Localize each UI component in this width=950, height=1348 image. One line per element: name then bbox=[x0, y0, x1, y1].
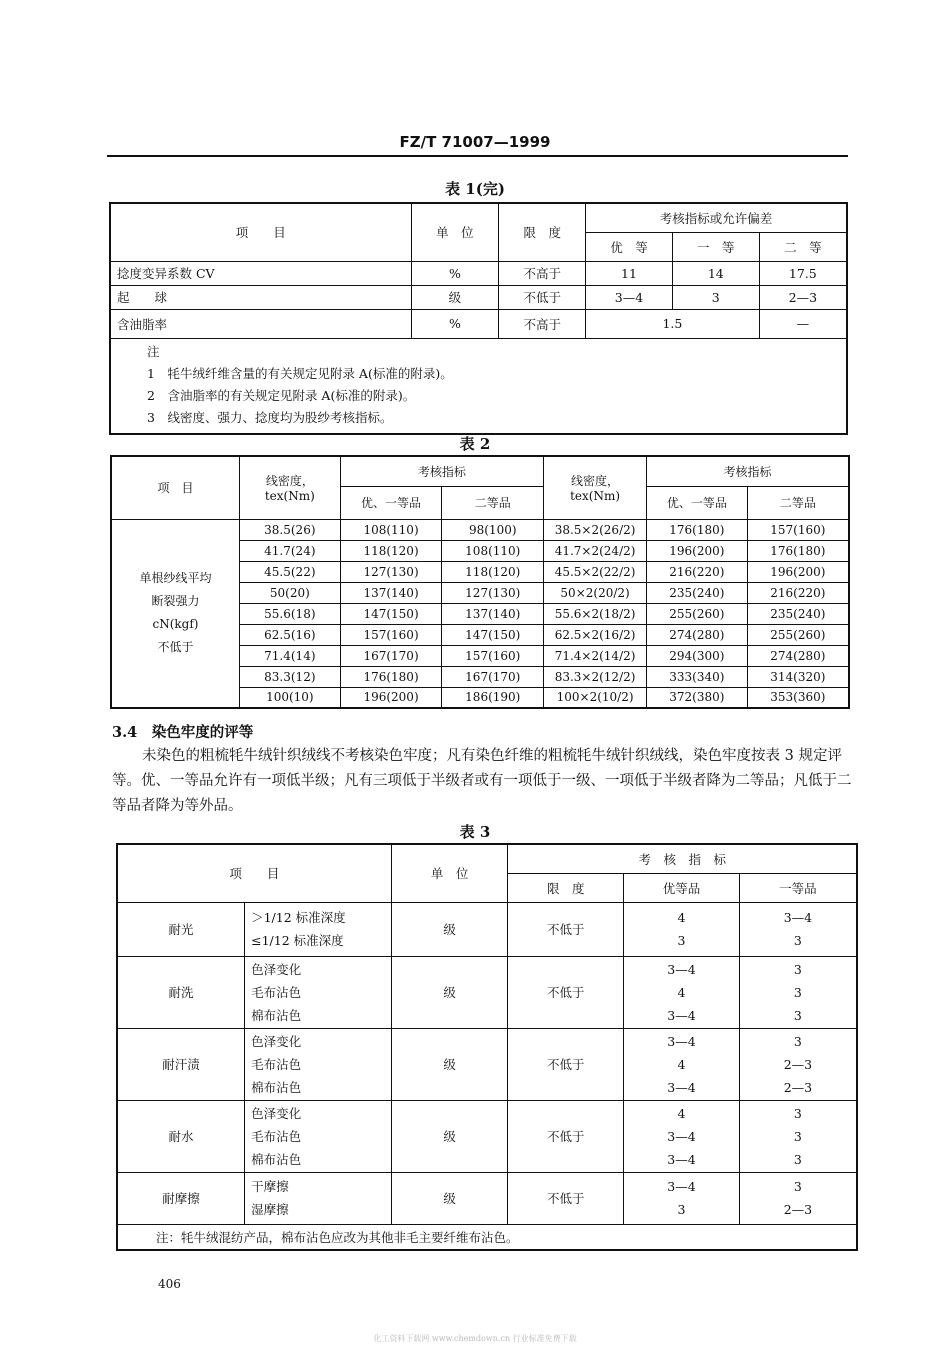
cell: 372(380) bbox=[647, 687, 748, 708]
value: 3—4 bbox=[667, 1033, 696, 1049]
value: 3—4 bbox=[667, 961, 696, 977]
cell: 353(360) bbox=[747, 687, 849, 708]
value: 3—4 bbox=[783, 910, 813, 925]
sub-item: ＞1/12 标准深度 bbox=[251, 910, 346, 925]
cell: 14 bbox=[672, 261, 759, 285]
table2-header-density-ply: 线密度，tex(Nm) bbox=[544, 456, 647, 519]
table1-title: 表 1(完) bbox=[445, 180, 505, 198]
table-row bbox=[110, 285, 847, 309]
value: 3 bbox=[793, 961, 802, 977]
cell: 108(110) bbox=[442, 540, 544, 561]
cell bbox=[245, 956, 392, 1028]
cell bbox=[739, 1028, 857, 1100]
cell: 147(150) bbox=[340, 603, 442, 624]
cell bbox=[624, 1172, 740, 1224]
value: 3 bbox=[793, 1033, 802, 1049]
cell: 167(170) bbox=[340, 645, 442, 666]
sub-item: 棉布沾色 bbox=[251, 1007, 302, 1023]
item-line: 单根纱线平均 bbox=[139, 571, 212, 586]
table3-note-row bbox=[117, 1224, 857, 1250]
table3-header-item: 项 目 bbox=[117, 844, 391, 902]
value: 4 bbox=[677, 910, 686, 925]
cell bbox=[624, 1100, 740, 1172]
cell: 3 bbox=[672, 285, 759, 309]
cell bbox=[739, 1172, 857, 1224]
value: 3—4 bbox=[667, 1151, 696, 1167]
table2-header-index-ply: 考核指标 bbox=[647, 456, 850, 486]
value: 3—4 bbox=[667, 1128, 696, 1144]
cell: 274(280) bbox=[747, 645, 849, 666]
cell: 不低于 bbox=[508, 1028, 624, 1100]
cell: 17.5 bbox=[759, 261, 847, 285]
cell: 耐洗 bbox=[117, 956, 245, 1028]
table2-item-cell bbox=[111, 519, 239, 708]
cell: 41.7(24) bbox=[239, 540, 340, 561]
cell: 157(160) bbox=[442, 645, 544, 666]
table-row bbox=[111, 519, 849, 540]
cell: 137(140) bbox=[442, 603, 544, 624]
cell: 71.4(14) bbox=[239, 645, 340, 666]
sub-item: 棉布沾色 bbox=[251, 1151, 302, 1167]
table2 bbox=[110, 455, 850, 709]
cell: 274(280) bbox=[647, 624, 748, 645]
sub-item: 毛布沾色 bbox=[251, 1128, 302, 1144]
cell: 不高于 bbox=[499, 309, 586, 338]
cell: 耐汗渍 bbox=[117, 1028, 245, 1100]
note-line: 3 线密度、强力、捻度均为股纱考核指标。 bbox=[147, 409, 393, 425]
table1-header-unit: 单 位 bbox=[411, 203, 499, 261]
cell: 157(160) bbox=[747, 519, 849, 540]
cell: 级 bbox=[391, 1172, 508, 1224]
cell: 167(170) bbox=[442, 666, 544, 687]
cell: 196(200) bbox=[747, 561, 849, 582]
cell: 45.5×2(22/2) bbox=[544, 561, 647, 582]
sub-item: 色泽变化 bbox=[251, 1033, 302, 1049]
table-row bbox=[117, 1028, 857, 1100]
page-number: 406 bbox=[158, 1277, 181, 1291]
cell: 含油脂率 bbox=[110, 309, 411, 338]
cell: 1.5 bbox=[586, 309, 760, 338]
table-row bbox=[117, 1100, 857, 1172]
cell: 41.7×2(24/2) bbox=[544, 540, 647, 561]
cell: 83.3×2(12/2) bbox=[544, 666, 647, 687]
value: 2—3 bbox=[783, 1056, 813, 1072]
table1-header-item: 项 目 bbox=[110, 203, 411, 261]
value: 3 bbox=[793, 933, 802, 948]
value: 3 bbox=[793, 1007, 802, 1023]
cell: 捻度变异系数 CV bbox=[110, 261, 411, 285]
table3-header-grade2: 一等品 bbox=[739, 873, 857, 902]
cell: 333(340) bbox=[647, 666, 748, 687]
cell: 108(110) bbox=[340, 519, 442, 540]
cell: % bbox=[411, 309, 499, 338]
table2-title: 表 2 bbox=[459, 435, 491, 453]
cell: 255(260) bbox=[747, 624, 849, 645]
sub-item: ≤1/12 标准深度 bbox=[251, 933, 344, 948]
cell: 98(100) bbox=[442, 519, 544, 540]
table1-header-limit: 限 度 bbox=[499, 203, 586, 261]
cell: 不高于 bbox=[499, 261, 586, 285]
sub-item: 色泽变化 bbox=[251, 961, 302, 977]
cell: 38.5(26) bbox=[239, 519, 340, 540]
cell: 196(200) bbox=[647, 540, 748, 561]
table1-header-grade: 一 等 bbox=[672, 232, 759, 261]
cell: 不低于 bbox=[508, 902, 624, 956]
table3-header-unit: 单 位 bbox=[391, 844, 508, 902]
table3-note: 注：牦牛绒混纺产品，棉布沾色应改为其他非毛主要纤维布沾色。 bbox=[117, 1224, 857, 1250]
cell: 100×2(10/2) bbox=[544, 687, 647, 708]
value: 2—3 bbox=[783, 1079, 813, 1095]
header-rule bbox=[107, 155, 848, 157]
cell: 314(320) bbox=[747, 666, 849, 687]
cell: 耐水 bbox=[117, 1100, 245, 1172]
table-row bbox=[117, 1172, 857, 1224]
cell: 235(240) bbox=[747, 603, 849, 624]
cell: 不低于 bbox=[508, 956, 624, 1028]
cell: 起 球 bbox=[110, 285, 411, 309]
table1-notes bbox=[110, 338, 847, 434]
cell bbox=[245, 1028, 392, 1100]
cell bbox=[739, 902, 857, 956]
value: 3—4 bbox=[667, 1079, 696, 1095]
cell: 级 bbox=[391, 1028, 508, 1100]
table2-header-grade2: 二等品 bbox=[442, 486, 544, 519]
table3 bbox=[116, 843, 858, 1251]
item-line: 断裂强力 bbox=[151, 594, 200, 609]
table2-header-grade1: 优、一等品 bbox=[340, 486, 442, 519]
cell: 50(20) bbox=[239, 582, 340, 603]
value: 3 bbox=[677, 1202, 686, 1217]
table1-header-group: 考核指标或允许偏差 bbox=[586, 203, 847, 232]
sub-item: 棉布沾色 bbox=[251, 1079, 302, 1095]
cell: 62.5(16) bbox=[239, 624, 340, 645]
cell: 级 bbox=[391, 902, 508, 956]
footer-watermark: 化工资料下载网 www.chemdown.cn 行业标准免费下载 bbox=[373, 1334, 577, 1343]
cell: 118(120) bbox=[442, 561, 544, 582]
cell: 耐光 bbox=[117, 902, 245, 956]
cell: 157(160) bbox=[340, 624, 442, 645]
cell: 耐摩擦 bbox=[117, 1172, 245, 1224]
cell: 不低于 bbox=[508, 1100, 624, 1172]
table3-header-grade1: 优等品 bbox=[624, 873, 740, 902]
note-line: 1 牦牛绒纤维含量的有关规定见附录 A(标准的附录)。 bbox=[147, 365, 453, 381]
cell: — bbox=[759, 309, 847, 338]
cell: 62.5×2(16/2) bbox=[544, 624, 647, 645]
cell: 255(260) bbox=[647, 603, 748, 624]
cell bbox=[245, 1100, 392, 1172]
table3-header-limit: 限 度 bbox=[508, 873, 624, 902]
value: 3—4 bbox=[667, 1007, 696, 1023]
cell bbox=[245, 1172, 392, 1224]
cell: 147(150) bbox=[442, 624, 544, 645]
table1-header-grade: 二 等 bbox=[759, 232, 847, 261]
table3-title: 表 3 bbox=[459, 823, 491, 841]
cell: 137(140) bbox=[340, 582, 442, 603]
value: 3 bbox=[793, 1179, 802, 1194]
cell: 不低于 bbox=[499, 285, 586, 309]
cell: 118(120) bbox=[340, 540, 442, 561]
cell: 176(180) bbox=[340, 666, 442, 687]
table2-header-item: 项 目 bbox=[111, 456, 239, 519]
sub-item: 毛布沾色 bbox=[251, 984, 302, 1000]
table2-header-grade1-ply: 优、一等品 bbox=[647, 486, 748, 519]
table1-header-grade: 优 等 bbox=[586, 232, 673, 261]
section-heading: 3.4 染色牢度的评等 bbox=[112, 724, 254, 741]
cell: 196(200) bbox=[340, 687, 442, 708]
cell: 100(10) bbox=[239, 687, 340, 708]
item-line: 不低于 bbox=[157, 640, 194, 655]
cell: 71.4×2(14/2) bbox=[544, 645, 647, 666]
cell: 235(240) bbox=[647, 582, 748, 603]
cell: 45.5(22) bbox=[239, 561, 340, 582]
standard-code-header: FZ/T 71007—1999 bbox=[399, 133, 551, 151]
cell: 176(180) bbox=[647, 519, 748, 540]
cell: 127(130) bbox=[340, 561, 442, 582]
paragraph-text: 未染色的粗梳牦牛绒针织绒线不考核染色牢度；凡有染色纤维的粗梳牦牛绒针织绒线，染色牢度按表 3 规定评等。优、一等品允许有一项低半级；凡有三项低于半级者或有一项低于一级、一项低于半级者降为二等品；凡低于二等品者降为等外品。 bbox=[112, 748, 852, 814]
value: 4 bbox=[677, 1105, 686, 1121]
cell: 级 bbox=[391, 1100, 508, 1172]
table-row bbox=[117, 956, 857, 1028]
table-row bbox=[110, 309, 847, 338]
cell: 176(180) bbox=[747, 540, 849, 561]
value: 3 bbox=[677, 933, 686, 948]
cell: 216(220) bbox=[747, 582, 849, 603]
cell bbox=[624, 902, 740, 956]
cell: 级 bbox=[411, 285, 499, 309]
cell: 2—3 bbox=[759, 285, 847, 309]
value: 3 bbox=[793, 1105, 802, 1121]
cell: 不低于 bbox=[508, 1172, 624, 1224]
value: 4 bbox=[677, 1056, 686, 1072]
sub-item: 色泽变化 bbox=[251, 1105, 302, 1121]
cell: % bbox=[411, 261, 499, 285]
cell: 186(190) bbox=[442, 687, 544, 708]
item-line: cN(kgf) bbox=[152, 617, 199, 632]
cell: 83.3(12) bbox=[239, 666, 340, 687]
table-row bbox=[117, 902, 857, 956]
value: 4 bbox=[677, 984, 686, 1000]
cell: 11 bbox=[586, 261, 673, 285]
cell bbox=[624, 1028, 740, 1100]
cell bbox=[245, 902, 392, 956]
value: 3 bbox=[793, 984, 802, 1000]
sub-item: 湿摩擦 bbox=[251, 1202, 289, 1217]
table1 bbox=[109, 202, 848, 435]
sub-item: 干摩擦 bbox=[251, 1179, 289, 1194]
sub-item: 毛布沾色 bbox=[251, 1056, 302, 1072]
cell: 127(130) bbox=[442, 582, 544, 603]
cell bbox=[739, 956, 857, 1028]
value: 3—4 bbox=[667, 1179, 696, 1194]
note-line: 注 bbox=[147, 343, 160, 359]
cell: 55.6(18) bbox=[239, 603, 340, 624]
cell: 50×2(20/2) bbox=[544, 582, 647, 603]
table-row bbox=[110, 261, 847, 285]
value: 3 bbox=[793, 1128, 802, 1144]
cell: 216(220) bbox=[647, 561, 748, 582]
cell: 294(300) bbox=[647, 645, 748, 666]
cell bbox=[624, 956, 740, 1028]
cell: 55.6×2(18/2) bbox=[544, 603, 647, 624]
table2-header-density: 线密度，tex(Nm) bbox=[239, 456, 340, 519]
note-line: 2 含油脂率的有关规定见附录 A(标准的附录)。 bbox=[147, 387, 416, 403]
table3-header-index: 考 核 指 标 bbox=[508, 844, 857, 873]
value: 3 bbox=[793, 1151, 802, 1167]
table2-header-grade2-ply: 二等品 bbox=[747, 486, 849, 519]
cell: 3—4 bbox=[586, 285, 673, 309]
cell: 级 bbox=[391, 956, 508, 1028]
cell bbox=[739, 1100, 857, 1172]
cell: 38.5×2(26/2) bbox=[544, 519, 647, 540]
value: 2—3 bbox=[783, 1202, 813, 1217]
table2-header-index: 考核指标 bbox=[340, 456, 543, 486]
section-paragraph bbox=[112, 744, 854, 819]
